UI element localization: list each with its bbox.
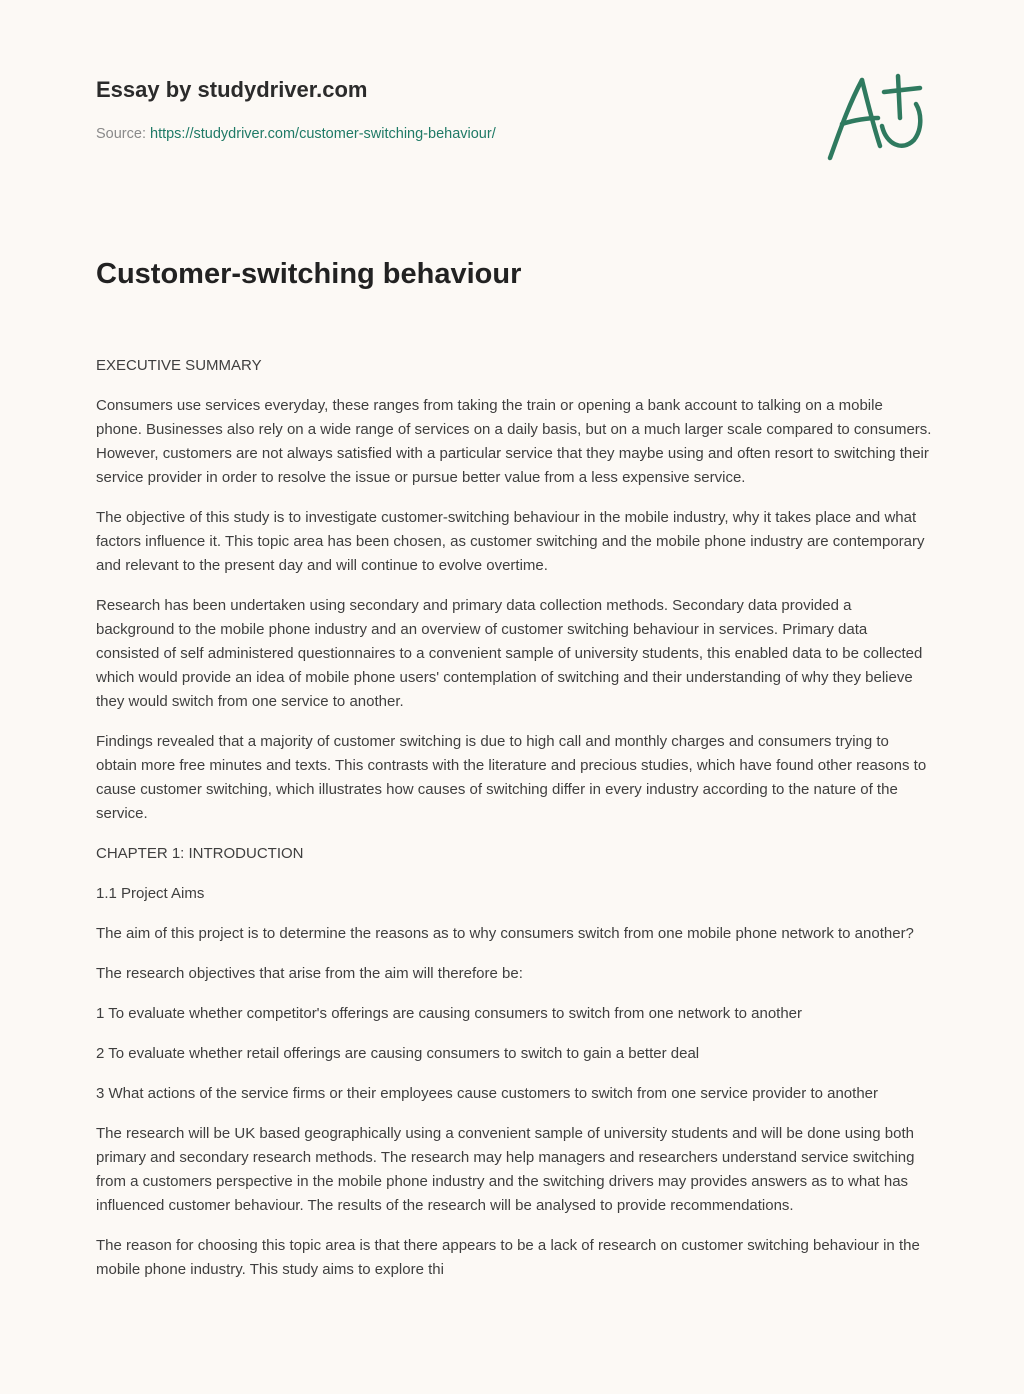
list-item: 2 To evaluate whether retail offerings are causing consumers to switch to gain a better deal xyxy=(96,1045,700,1062)
essay-body xyxy=(96,354,932,1298)
paragraph: The research will be UK based geographically using a convenient sample of university students and will be done using both primary and secondary research methods. The research may help managers and researchers understand service switching from a customers perspective in the mobile phone industry and the switching drivers may provides answers as to what has influenced customer behaviour. The results of the research will be analysed to provide recommendations. xyxy=(96,1125,915,1214)
source-label: Source: xyxy=(96,126,150,142)
paragraph: Findings revealed that a majority of customer switching is due to high call and monthly charges and consumers trying to obtain more free minutes and texts. This contrasts with the literature and precious studies, which have found other reasons to cause customer switching, which illustrates how causes of switching differ in every industry according to the nature of the service. xyxy=(96,733,927,822)
essay-title: Customer-switching behaviour xyxy=(96,258,522,290)
list-item: 3 What actions of the service firms or their employees cause customers to switch from one service provider to another xyxy=(96,1085,878,1102)
paragraph: The research objectives that arise from the aim will therefore be: xyxy=(96,965,523,982)
a-plus-logo-icon xyxy=(820,66,930,166)
subsection-heading: 1.1 Project Aims xyxy=(96,885,205,902)
paragraph: Research has been undertaken using secondary and primary data collection methods. Secondary data provided a background to the mobile phone industry and an overview of customer switching behaviour in services. Primary data consisted of self administered questionnaires to a convenient sample of university students, this enabled data to be collected which would provide an idea of mobile phone users' contemplation of switching and their understanding of why they believe they would switch from one service to another. xyxy=(96,597,923,710)
section-heading: CHAPTER 1: INTRODUCTION xyxy=(96,845,304,862)
site-title: Essay by studydriver.com xyxy=(96,77,368,102)
section-heading: EXECUTIVE SUMMARY xyxy=(96,357,262,374)
paragraph: The reason for choosing this topic area is that there appears to be a lack of research on customer switching behaviour in the mobile phone industry. This study aims to explore thi xyxy=(96,1237,920,1278)
paragraph: Consumers use services everyday, these ranges from taking the train or opening a bank account to talking on a mobile phone. Businesses also rely on a wide range of services on a daily basis, but on a much larger scale compared to consumers. However, customers are not always satisfied with a particular service that they maybe using and often resort to switching their service provider in order to resolve the issue or pursue better value from a less expensive service. xyxy=(96,397,932,486)
paragraph: The aim of this project is to determine the reasons as to why consumers switch from one mobile phone network to another? xyxy=(96,925,914,942)
paragraph: The objective of this study is to investigate customer-switching behaviour in the mobile industry, why it takes place and what factors influence it. This topic area has been chosen, as customer switching and the mobile phone industry are contemporary and relevant to the present day and will continue to evolve overtime. xyxy=(96,509,925,574)
list-item: 1 To evaluate whether competitor's offerings are causing consumers to switch from one network to another xyxy=(96,1005,803,1022)
source-line xyxy=(96,124,796,144)
source-link[interactable]: https://studydriver.com/customer-switching-behaviour/ xyxy=(150,126,496,142)
page-header xyxy=(96,74,796,144)
